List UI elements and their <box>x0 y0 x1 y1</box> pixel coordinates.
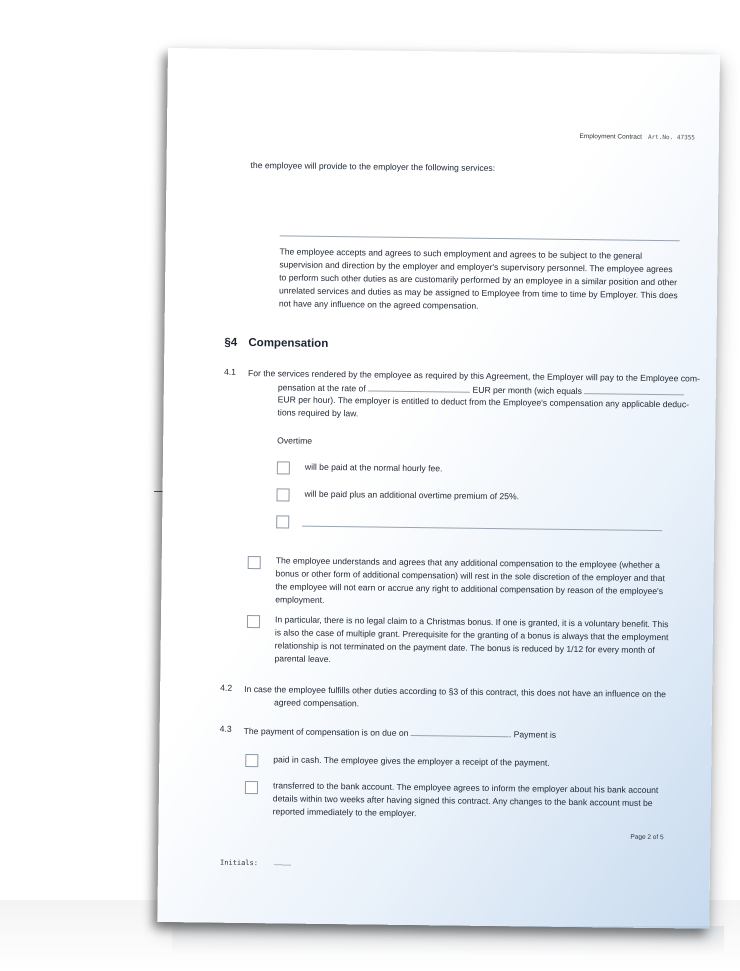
section-title: Compensation <box>248 337 329 350</box>
section-number: §4 <box>224 336 238 349</box>
payment-due-date-field[interactable] <box>411 726 509 737</box>
initials-label: Initials: <box>220 858 259 868</box>
payment-cash-label: paid in cash. The employee gives the employer a receipt of the payment. <box>273 754 550 768</box>
services-blank-line[interactable] <box>280 235 680 241</box>
christmas-bonus-paragraph: In particular, there is no legal claim to a Christmas bonus. If one is granted, it is a voluntary benefit. This is also the case of multiple grant. Prerequisite for the granting of a bonus is always that the employment relationship is not terminated on the payment date. The bonus is reduced by 1/12 for every month of parental leave. <box>274 614 669 665</box>
payment-due-label: The payment of compensation is on due on <box>243 725 409 738</box>
clause-4-2-line2: agreed compensation. <box>273 697 360 709</box>
hourly-rate-field[interactable] <box>584 384 684 395</box>
clause-4-3-number: 4.3 <box>219 723 232 734</box>
payment-bank-checkbox[interactable] <box>245 781 258 794</box>
per-month-label: EUR per month (wich equals <box>472 384 582 397</box>
christmas-bonus-checkbox[interactable] <box>247 615 260 628</box>
services-intro: the employee will provide to the employer the following services: <box>250 160 496 174</box>
article-number: Art.No. 47355 <box>647 133 695 142</box>
page-reflection <box>172 926 724 956</box>
overtime-premium-checkbox[interactable] <box>276 488 289 501</box>
clause-4-1-line1: For the services rendered by the employee as required by this Agreement, the Employer will pay to the Employee com- <box>247 368 700 384</box>
clause-4-1-line4: tions required by law. <box>277 407 359 419</box>
rate-label: pensation at the rate of <box>277 382 366 394</box>
discretion-paragraph: The employee understands and agrees that any additional compensation to the employee (whether a bonus or other form of additional compensation) will rest in the sole discretion of the employer and that the employee will not earn or accrue any right to additional compensation by reason of the employee's employment. <box>275 555 665 605</box>
clause-4-1-line3: EUR per hour). The employer is entitled to deduct from the Employee's compensation any applicable deduc- <box>277 394 690 410</box>
initials-field[interactable]: ____ <box>274 857 291 866</box>
monthly-rate-field[interactable] <box>368 381 470 392</box>
overtime-other-field[interactable] <box>302 526 662 531</box>
overtime-normal-checkbox[interactable] <box>277 461 290 474</box>
document-title: Employment Contract <box>579 133 643 141</box>
payment-is-label: . Payment is <box>508 729 557 740</box>
payment-bank-label: transferred to the bank account. The employee agrees to inform the employer about his bank account details within two weeks after having signed this contract. Any changes to the bank account must be reported immediately to the employer. <box>272 780 659 819</box>
contract-page <box>157 48 720 929</box>
clause-4-2-number: 4.2 <box>220 682 233 693</box>
overtime-label: Overtime <box>277 435 313 446</box>
clause-4-3-line <box>244 724 557 742</box>
overtime-normal-label: will be paid at the normal hourly fee. <box>304 461 443 474</box>
overtime-premium-label: will be paid plus an additional overtime premium of 25%. <box>304 488 520 502</box>
document-header <box>579 133 695 141</box>
payment-cash-checkbox[interactable] <box>245 754 258 767</box>
overtime-other-checkbox[interactable] <box>276 515 289 528</box>
clause-4-1-number: 4.1 <box>223 366 237 377</box>
page-number: Page 2 of 5 <box>630 833 664 842</box>
discretion-checkbox[interactable] <box>248 556 261 569</box>
clause-4-2-line1: In case the employee fulfills other duties according to §3 of this contract, this does not have an influence on the <box>244 683 667 700</box>
supervision-paragraph: The employee accepts and agrees to such employment and agrees to be subject to the general supervision and direction by the employer and employer's supervisory personnel. The employee agrees to perform such other duties as are customarily performed by an employee in a similar position and other unrelated services and duties as may be assigned to Employee from time to time by Employer. This does not have any influence on the agreed compensation. <box>278 246 678 311</box>
